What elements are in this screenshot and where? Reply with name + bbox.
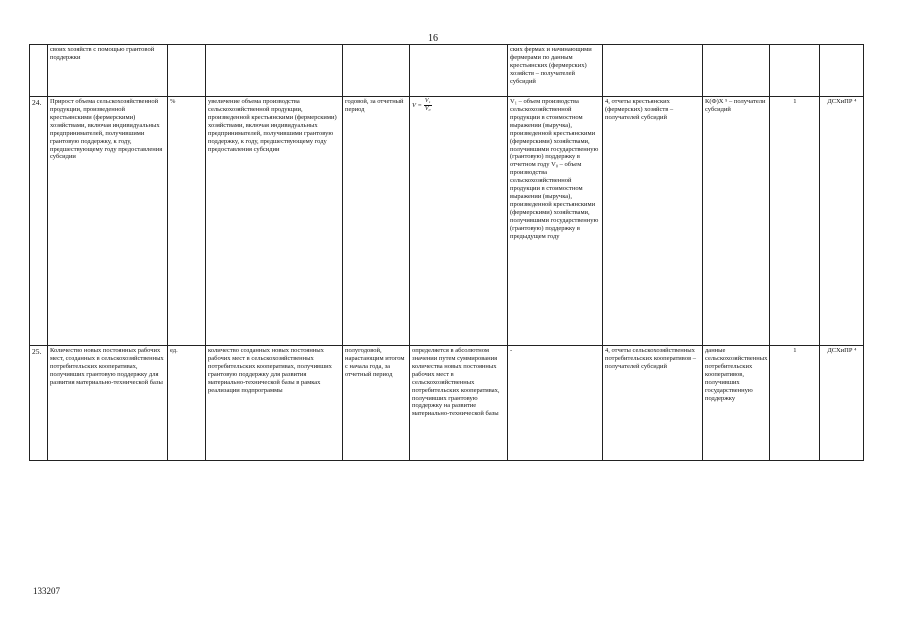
data-collection-method: 4, отчеты сельскохозяйственных потребительских кооперативов – получателей субсидий (603, 346, 703, 461)
indicator-name: Прирост объема сельскохозяйственной продукции, произведенной крестьянскими (фермерскими) хозяйствами, включая индивидуальных предпринимателей, получившими грантовую поддержку, к году, предшествующему году предоставления субсидии (48, 97, 168, 346)
coverage (770, 45, 820, 97)
unit (168, 45, 206, 97)
table-row (30, 45, 864, 97)
indicator-name: своих хозяйств с помощью грантовой поддержки (48, 45, 168, 97)
unit: % (168, 97, 206, 346)
responsible: ДСХиПР ⁴ (820, 346, 864, 461)
formula: определяется в абсолютном значении путем суммирования количества новых постоянных рабочих мест в сельскохозяйственных потребительских кооперативах, получивших грантовую поддержку на развитие материально-технической базы (410, 346, 508, 461)
formula (410, 97, 508, 346)
periodicity (343, 45, 410, 97)
page-number: 16 (428, 33, 438, 44)
periodicity: годовой, за отчетный период (343, 97, 410, 346)
indicator-name: Количество новых постоянных рабочих мест, созданных в сельскохозяйственных потребительских кооперативах, получивших грантовую поддержку для развития материально-технической базы (48, 346, 168, 461)
unit: ед. (168, 346, 206, 461)
data-collection-method (603, 45, 703, 97)
observation-object: данные сельскохозяйственных потребительских кооперативов, получивших государственную поддержку (703, 346, 770, 461)
formula (410, 45, 508, 97)
growth-formula (412, 98, 432, 114)
coverage: 1 (770, 97, 820, 346)
periodicity: полугодовой, нарастающим итогом с начала года, за отчетный период (343, 346, 410, 461)
basic-indicators: ских фермах и начинающими фермерами по данным крестьянских (фермерских) хозяйств – получателей субсидий (508, 45, 603, 97)
responsible: ДСХиПР ⁴ (820, 97, 864, 346)
row-number (30, 45, 48, 97)
data-collection-method: 4, отчеты крестьянских (фермерских) хозяйств – получателей субсидий (603, 97, 703, 346)
observation-object: К(Ф)Х ⁵ – получатели субсидий (703, 97, 770, 346)
observation-object (703, 45, 770, 97)
responsible (820, 45, 864, 97)
formula-numerator: V₁ (424, 98, 432, 106)
row-number: 24. (30, 97, 48, 346)
formula-lhs: V = (412, 101, 422, 109)
definition: увеличение объема производства сельскохозяйственной продукции, произведенной крестьянскими (фермерскими) хозяйствами, включая индивидуальных предпринимателей, получившими грантовую поддержку, к году, предшествующему году предоставления субсидии (206, 97, 343, 346)
indicators-table (29, 44, 864, 461)
table-row (30, 346, 864, 461)
document-code: 133207 (33, 586, 60, 596)
coverage: 1 (770, 346, 820, 461)
definition: количество созданных новых постоянных рабочих мест в сельскохозяйственных потребительских кооперативах, получивших грантовую поддержку для развития материально-технической базы в рамках реализации подпрограммы (206, 346, 343, 461)
formula-fraction (424, 98, 432, 114)
table-row (30, 97, 864, 346)
basic-indicators: - (508, 346, 603, 461)
formula-denominator: V₀ (424, 106, 431, 113)
definition (206, 45, 343, 97)
basic-indicators: V₁ – объем производства сельскохозяйственной продукции в стоимостном выражении (выручка), произведенной крестьянскими (фермерскими) хозяйствами, получившими государственную (грантовую) поддержку в отчетном году V₀ – объем производства сельскохозяйственной продукции в стоимостном выражении (выручка), произведенной крестьянскими (фермерскими) хозяйствами, получившими государственную (грантовую) поддержку в предыдущем году (508, 97, 603, 346)
row-number: 25. (30, 346, 48, 461)
